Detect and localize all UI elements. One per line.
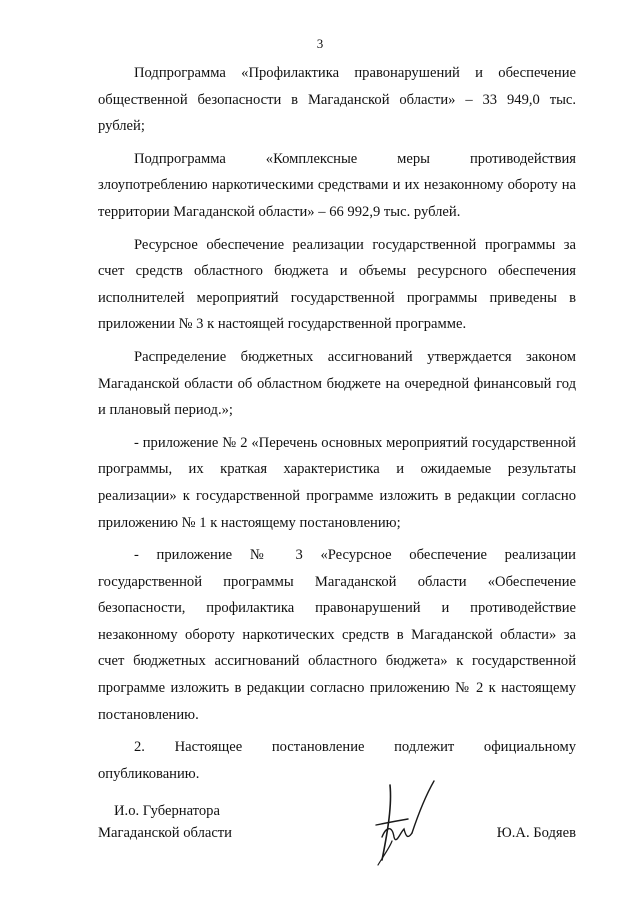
document-body: [98, 60, 576, 793]
paragraph-appendix-2: - приложение № 2 «Перечень основных мероприятий государственной программы, их краткая характеристика и ожидаемые результаты реализации» к государственной программе изложить в редакции согласно приложению № 1 к настоящему постановлению;: [98, 434, 576, 531]
paragraph-publication: 2. Настоящее постановление подлежит официальному опубликованию.: [98, 739, 576, 782]
signatory-position-line2: Магаданской области: [98, 825, 232, 841]
paragraph-resource-provision: Ресурсное обеспечение реализации государственной программы за счет средств областного бюджета и объемы ресурсного обеспечения исполнителей мероприятий государственной программы приведены в приложении № 3 к настоящей государственной программе.: [98, 236, 576, 333]
paragraph-budget-allocation: Распределение бюджетных ассигнований утверждается законом Магаданской области об областном бюджете на очередной финансовый год и плановый период.»;: [98, 348, 576, 419]
paragraph-subprogram-offenses: Подпрограмма «Профилактика правонарушений и обеспечение общественной безопасности в Магаданской области» – 33 949,0 тыс. рублей;: [98, 65, 576, 135]
page-number: 3: [316, 36, 324, 51]
handwritten-signature: [368, 775, 448, 875]
paragraph-appendix-3: - приложение № 3 «Ресурсное обеспечение реализации государственной программы Магаданской области «Обеспечение безопасности, профилактика правонарушений и противодействие незаконному обороту наркотических средств в Магаданской области» за счет бюджетных ассигнований областного бюджета» к государственной программе изложить в редакции согласно приложению № 2 к настоящему постановлению.: [98, 547, 576, 723]
signatory-position-line1: И.о. Губернатора: [114, 803, 220, 819]
paragraph-subprogram-drugs: Подпрограмма «Комплексные меры противодействия злоупотреблению наркотическими средствами и их незаконному обороту на территории Магаданской области» – 66 992,9 тыс. рублей.: [98, 150, 576, 220]
signatory-name: Ю.А. Бодяев: [496, 825, 576, 841]
signatory-position: [98, 800, 232, 844]
